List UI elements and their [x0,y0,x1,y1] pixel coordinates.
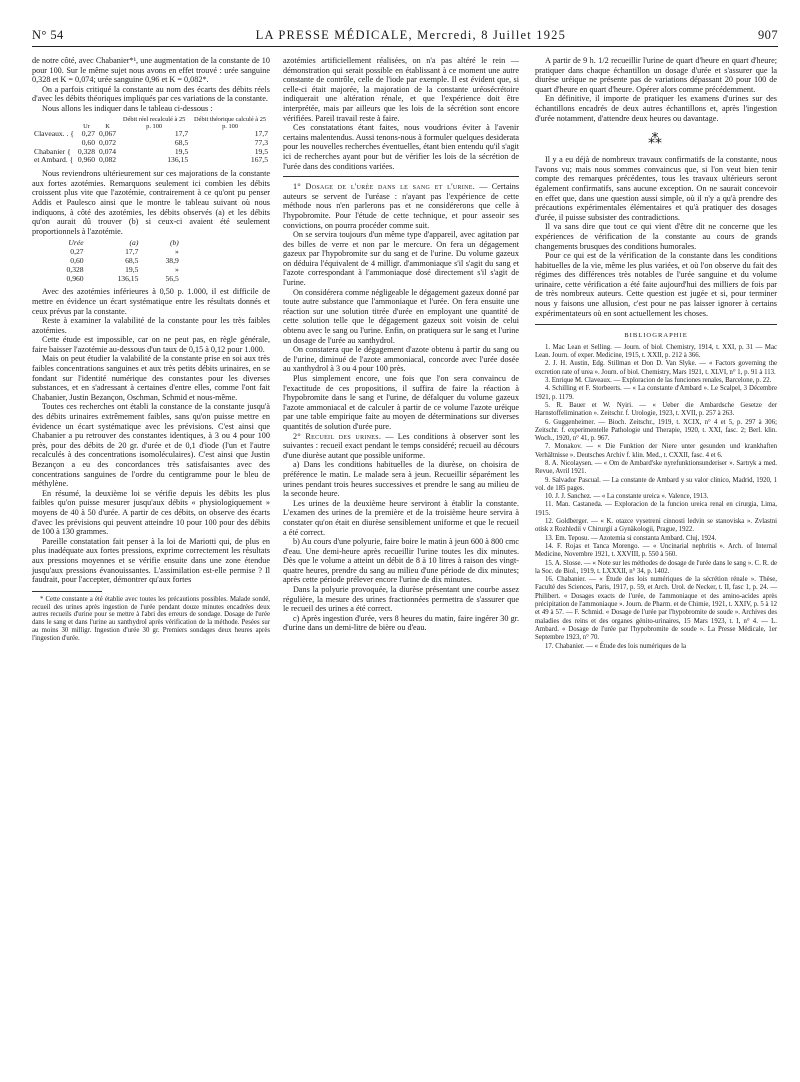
table-cell: 17,7 [125,247,139,257]
bibliography-divider [535,324,777,325]
table-header-cell: K [105,122,110,130]
bibliography-title: BIBLIOGRAPHIE [624,332,688,340]
paragraph: On constatera que le dégagement d'azote obtenu à partir du sang ou de l'urine, diminué de l'azote ammoniacal, concorde avec l'urée dosée au xanthydrol à 3 ou 4 pour 100 près. [283,345,519,374]
paragraph: a) Dans les conditions habituelles de la diurèse, on choisira de préférence le matin. Le malade sera à jeun. Recueillir séparément les urines pendant trois heures successives et prendre le sang au milieu de la seconde heure. [283,460,519,499]
paragraph: Cette étude est impossible, car on ne peut pas, en règle générale, faire baisser l'azotémie au-dessous d'un taux de 0,15 à 0,12 pour 1.000. [32,335,270,354]
bibliography-entry: 5. R. Bauer et W. Nyiri. — « Ueber die Ambardsche Gesetze der Harnstoffelimination ». Zeitschr. f. Urologie, 1923, t. XVII, p. 257 à 263. [535,401,777,418]
table-cell: 19,5 [174,146,189,156]
bibliography-entry: 16. Chabanier. — « Étude des lois numériques de la sécrétion rénale ». Thèse, Faculté des Sciences, Paris, 1917, p. 59, et Arch. Urol. de Necker, t. II, fasc 1, p. 24. — Philibert. « Dosages exacts de l'urée, de l'ammoniaque et des amino-acides après précipitation de l'ammoniaque ». Journ. de Pharm. et de Chimie, 1921, t. XXIV, p. 5 à 12 et 49 à 57. — F. Schmid. « Dosage de l'urée par l'hypobromite de soude ». Archives des maladies des reins et des organes génito-urinaires, 15 Mars 1923, t. I, n° 4. — L. Ambard. « Dosage de l'urée par l'hypobromite de soude ». La Presse Médicale, 1er Septembre 1923, n° 70. [535,576,777,642]
section-title: 2° Recueil des urines. [293,431,382,441]
paragraph: A partir de 9 h. 1/2 recueillir l'urine de quart d'heure en quart d'heure; pratiquer dans chaque échantillon un dosage d'urée et s'assurer que la diurèse uréique ne présente pas de variations dépassant 20 pour 100 de quart d'heure en quart d'heure. Opérer alors comme précédemment. [535,56,777,94]
table-header-cell: Ur [83,122,90,130]
paragraph: Nous allons les indiquer dans le tableau ci-dessous : [42,103,213,113]
footnote-text: * Cette constante a été établie avec toutes les précautions possibles. Malade sondé, recueil des urines après ingestion de l'urée pendant douze minutes encadrées deux autres recueils d'urine pour se mettre à l'abri des erreurs de sondage. Dosage de l'urée dans le sang et dans l'urine au xanthydrol après vérification de la méthode. Pesées sur au moins 30 milligr. Ingestion d'urée 30 gr. Premiers sondages deux heures après l'ingestion d'urée. [32,595,270,642]
table-header-cell: Débit réel recalculé à 25 p. 100 [122,115,186,130]
table-row [44,256,187,265]
section-body: — Les conditions à observer sont les suivantes : recueil exact pendant le temps considéré; recueil au décours d'une diurèse autant que possible uniforme. [283,431,520,460]
bibliography-entry: 8. A. Nicolaysen. — « Om de Ambard'ske nyrefunktionsunderiser ». Sartryk a med. Revue, Avril 1921. [535,460,777,476]
asterism-separator: ⁂ [648,132,664,148]
paragraph: Reste à examiner la valabilité de la constante pour les très faibles azotémies. [32,316,270,335]
paragraph: On a parfois critiqué la constante au nom des écarts des débits réels d'avec les débits théoriques impliqués par ces variations de la constante. [32,84,270,104]
bibliography-entry: 11. Man. Castaneda. — Exploracion de la funcion ureica renal en cirurgia, Lima, 1915. [535,501,777,517]
table-cell: 38,9 [165,256,179,266]
table-row [32,130,270,139]
table-cell: 0,067 [99,128,117,138]
paragraph: Il y a eu déjà de nombreux travaux confirmatifs de la constante, nous l'avons vu; mais nous sommes convaincus que, si l'on veut bien tenir compte des remarques précédentes, tous les travaux ultérieurs seront également confirmatifs, sans aucune exception. On ne saurait concevoir en effet que, dans une question aussi simple, où il n'y a qu'à prendre des précautions expérimentales élémentaires et qu'à pratiquer des dosages d'urée, il puisse subsister des contradictions. [535,155,777,222]
table-cell: Claveaux. . { [34,128,74,138]
table-constants [32,116,270,166]
paragraph: Dans la polyurie provoquée, la diurèse présentant une courbe assez régulière, la mesure des urines fractionnées permettra de s'assurer que le recueil des urines a été correct. [283,585,519,614]
section-paragraph [283,432,519,461]
paragraph: Il va sans dire que tout ce qui vient d'être dit ne concerne que les expériences de vérification de la constante au cours de grands changements brusques des conditions humorales. [535,222,777,251]
table-header-row [44,238,187,247]
table-cell: 167,5 [250,155,268,165]
paragraph: Toutes ces recherches ont établi la constance de la constante jusqu'à des débits urinaires extrêmement faibles, sans qu'on puisse mettre en évidence un écart systématique avec les prévisions. C'est ainsi que Chabanier a pu retrouver des constantes identiques, à 3 ou 4 pour 100 près, pour des débits de 20 gr. d'urée et de 0,1 d'iode (l'un et l'autre recalculés à des concentrations isomoléculaires). C'est ainsi que Justin Bezançon a eu des concordances très satisfaisantes avec des concentrations sanguines de l'ordre du centigramme pour le bleu de méthylène. [32,402,270,489]
page-number: 907 [758,28,778,42]
bibliography-entry: 14. F. Rojas et Tanca Morengo. — « Uncinarial nephritis ». Arch. of Internal Medicine, Novembre 1921, t. XXVIII, p. 550 à 560. [535,542,777,559]
issue-number: N° 54 [32,28,64,42]
table-cell: 136,15 [117,274,139,284]
table-cell: » [175,247,179,257]
table-cell: 0,082 [99,155,117,165]
paragraph: Ces constatations étant faites, nous voudrions éviter à l'avenir certains malentendus. Aussi tenons-nous à formuler quelques desiderata pour les nouvelles recherches éventuelles, étant bien entendu qu'il s'agit ici de recherches ayant pour but de vérifier les lois de la sécrétion de l'urée dans des conditions variées. [283,123,519,171]
table-row [32,156,270,165]
table-cell: 0,27 [81,128,96,138]
paragraph: Nous reviendrons ultérieurement sur ces majorations de la constante aux fortes azotémies. Remarquons seulement ici combien les débits croissent plus vite que l'azotémie, contrairement à ce qu'ont pu penser Addis et Paulesco ainsi que le montre le tableau suivant où nous indiquons, à côté des azotémies, les débits observés (a) et les débits qu'on aurait dû trouver (b) si ceux-ci avaient été seulement proportionnels à l'azotémie. [32,169,270,236]
bibliography-entry: 10. J. J. Sanchez. — « La constante ureica ». Valence, 1913. [545,493,709,501]
paragraph: Pour ce qui est de la vérification de la constante dans les conditions habituelles de la vie, même les plus variées, et où l'on observe du fait des régimes des différences très notables de l'urée sanguine et du volume urinaire, cette vérification a été faite aujourd'hui des milliers de fois par de très nombreux auteurs. Cette question est jugée et si, pour terminer nous y faisons une allusion, c'est pour ne pas laisser ignorer à certains expérimentateurs où en sont actuellement les choses. [535,251,777,318]
table-header-cell: Urée [68,238,84,248]
table-cell: 77,3 [254,137,268,147]
paragraph: c) Après ingestion d'urée, vers 8 heures du matin, faire ingérer 30 gr. d'urine dans un demi-litre de bière ou d'eau. [283,613,519,633]
section-body: — Certains auteurs se servent de l'uréase : n'ayant pas l'expérience de cette méthode nous n'en parlerons pas et ne considérerons que celle à l'hypobromite. Pour l'étude de cette technique, et pour asseoir ses convictions, on pourra procéder comme suit. [283,182,520,230]
paragraph: Les urines de la deuxième heure serviront à établir la constante. L'examen des urines de la première et de la troisième heure servira à constater qu'on était en diurèse sensiblement uniforme et que le recueil a été correct. [283,498,519,537]
table-cell: 0,074 [99,146,117,156]
table-header-cell: (a) [129,238,139,248]
bibliography-entry: 9. Salvador Pascual. — La constante de Ambard y su valor clinico, Madrid, 1920, 1 vol. de 185 pages. [535,476,777,492]
footnote [32,596,270,643]
table-cell: 0,27 [70,247,84,257]
table-row [44,247,187,256]
table-header-cell: (b) [169,238,179,248]
table-cell: 0,328 [66,265,84,275]
footnote-divider [32,591,102,592]
journal-title: LA PRESSE MÉDICALE, Mercredi, 8 Juillet 1925 [255,28,567,42]
column-1 [32,56,270,643]
table-cell: Chabanier { [34,146,71,156]
bibliography-entry: 15. A. Slosse. — « Note sur les méthodes de dosage de l'urée dans le sang ». C. R. de la Soc. de Biol., 1919, t. LXXXII, n° 34, p. 1402. [535,559,777,575]
paragraph: En résumé, la deuxième loi se vérifie depuis les débits les plus faibles qu'on puisse mesurer jusqu'aux débits « physiologiquement » moyens de 40 à 50 d'urée. A partir de ces débits, on observe des écarts d'avec les prévisions qui peuvent atteindre 10 pour 100 pour des débits de 100 à 130 grammes. [32,488,270,537]
paragraph: Avec des azotémies inférieures à 0,50 p. 1.000, il est difficile de mettre en évidence un écart systématique entre les résultats donnés et ceux prévus par la constante. [32,287,270,316]
paragraph: azotémies artificiellement réalisées, on n'a pas altéré le rein — démonstration qui serait possible en établissant à ce moment une autre constante de contrôle, celle de l'iode par exemple. Il est évident que, si celle-ci était majorée, la majoration de la constante uréosécrétoire indiquerait une altération rénale, et que l'expérience doit être interprétée, mais par ailleurs que les lois de la sécrétion sont encore vérifiées. Pareil travail reste à faire. [283,56,519,123]
table-cell: 0,60 [70,256,84,266]
section-divider [283,176,519,177]
paragraph: Pareille constatation fait penser à la loi de Mariotti qui, de plus en plus inadéquate aux fortes pressions, exprime correctement les résultats aux pressions moyennes et se vérifie ensuite dans une zone étendue jusqu'aux pressions évanouissantes. L'assimilation est-elle permise ? Il faudrait, pour l'accepter, démontrer qu'aux fortes [32,536,270,585]
table-header-row [32,116,270,130]
table-cell: 19,5 [254,146,268,156]
bibliography-entry: 7. Monakov. — « Die Funktion der Niere unter gesunden und krankhaften Verhältnisse ». Deutsches Archiv f. klin. Med., t. CXXII, fasc. 4 et 6. [535,443,777,459]
paragraph: Mais on peut étudier la valabilité de la constante prise en soi aux très faibles concentrations sanguines et aux très petits débits urinaires, en se fondant sur l'identité numérique des constantes pour les diverses substances, et en s'adressant à certaines d'entre elles, comme l'ont fait Chabanier, Justin Bezançon, Oschman, Schmid et nous-même. [32,354,270,402]
table-cell: 0,60 [81,137,96,147]
table-cell: 136,15 [167,155,189,165]
table-row [44,265,187,274]
table-cell: 17,7 [174,128,189,138]
paragraph: On considérera comme négligeable le dégagement gazeux donné par toute autre substance que l'ammoniaque et l'urée. On fera ensuite une réaction sur une solution titrée d'urée en employant une quantité de cette solution telle que le dégagement gazeux soit voisin de celui obtenu avec le sang ou l'urine. Enfin, on pratiquera sur le sang et l'urine un dosage de l'urée au xanthydrol. [283,287,519,345]
running-header [32,28,778,47]
table-header-cell: Débit théorique calculé à 25 p. 100 [194,115,267,130]
bibliography-entry: 17. Chabanier. — « Étude des lois numériques de la [545,642,687,650]
section-paragraph [283,182,519,230]
table-debits [44,238,187,283]
table-cell: 68,5 [174,137,189,147]
bibliography-entry: 13. Em. Teposu. — Azotemia si constanta Ambard. Cluj, 1924. [545,534,717,542]
table-cell: 68,5 [125,256,139,266]
table-cell: » [175,265,179,275]
bibliography-entry: 2. J. H. Austin, Edg. Stillman et Don D. Van Slyke. — « Factors governing the excretion rate of urea ». Journ. of biol. Chemistry, Mars 1921, t. XLVI, n° 1, p. 91 à 113. [535,360,777,376]
bibliography-list [535,344,777,651]
section-title: 1° Dosage de l'urée dans le sang et l'urine. [293,182,476,192]
table-cell: 17,7 [254,128,268,138]
bibliography-entry: 4. Schilling et F. Storbeerts. — « La constante d'Ambard ». Le Scalpel, 3 Décembre 1921, p. 1179. [535,385,777,401]
paragraph: de notre côté, avec Chabanier*¹, une augmentation de la constante de 10 pour 100. Sur le même sujet nous avons en effet trouvé : urée sanguine 0,328 et K = 0,074; urée sanguine 0,96 et K = 0,082*. [32,56,270,85]
paragraph: b) Au cours d'une polyurie, faire boire le matin à jeun 600 à 800 cmc d'eau. Une demi-heure après recueillir l'urine toutes les dix minutes. Dès que le volume a atteint un débit de 8 à 10 litres à raison des vingt-quatre heures, prendre du sang au milieu d'une période de dix minutes; après cette période prélever encore l'urine de dix minutes. [283,537,519,585]
table-cell: 0,960 [66,274,84,284]
column-3 [535,56,777,651]
table-row [44,274,187,283]
table-cell: et Ambard. { [34,155,74,165]
table-cell: 0,328 [77,146,96,156]
table-cell: 19,5 [125,265,139,275]
column-2 [283,56,519,633]
paragraph: En définitive, il importe de pratiquer les examens d'urines sur des échantillons encadrés de deux autres échantillons et, après l'ingestion d'urée notamment, d'attendre deux heures ou davantage. [535,94,777,123]
table-cell: 56,5 [165,274,179,284]
paragraph: On se servira toujours d'un même type d'appareil, avec agitation par des billes de verre et non par le mercure. On fera un dégagement gazeux par l'hypobromite sur du sang et de l'urine. Du volume gazeux on déduira l'équivalent de 4 milligr. d'ammoniaque s'il s'agit du sang et l'azote correspondant à l'ammoniaque dosé directement s'il s'agit de l'urine. [283,230,519,288]
bibliography-entry: 6. Guggenheimer. — Bioch. Zeitschr., 1919, t. XCIX, n° 4 et 5, p. 297 à 306; Zeitschr. f. experimentelle Pathologie und Therapie, 1920, t. XXI, fasc. 2; Berl. klin. Woch., 1920, n° 41, p. 967. [535,418,777,443]
bibliography-entry: 12. Goldberger. — « K. otazce vysetreni cinnosti ledvin se stanoviska ». Zvlastni otisk z Rozhledii v Chirurgii a Gynäkologii, Prague, 1922. [535,518,777,534]
bibliography-entry: 3. Enrique M. Claveaux. — Exploracion de las funciones renales, Barcelone, p. 22. [545,377,772,385]
table-cell: 0,072 [99,137,117,147]
table-cell: 0,960 [77,155,96,165]
paragraph: Plus simplement encore, une fois que l'on sera convaincu de l'exactitude de ces propositions, il suffira de faire la réaction à l'hypobromite dans le sang et l'urine, de défalquer du volume gazeux l'azote ammoniacal et de calculer à partir de ce volume l'azote uréique par une table empirique faite au moyen de déterminations sur diverses quantités de solution d'urée pure. [283,374,519,431]
bibliography-entry: 1. Mac Lean et Selling. — Journ. of biol. Chemistry, 1914, t. XXI, p. 31 — Mac Lean. Journ. of exper. Medicine, 1915, t. XXII, p. 212 à 366. [535,343,777,360]
